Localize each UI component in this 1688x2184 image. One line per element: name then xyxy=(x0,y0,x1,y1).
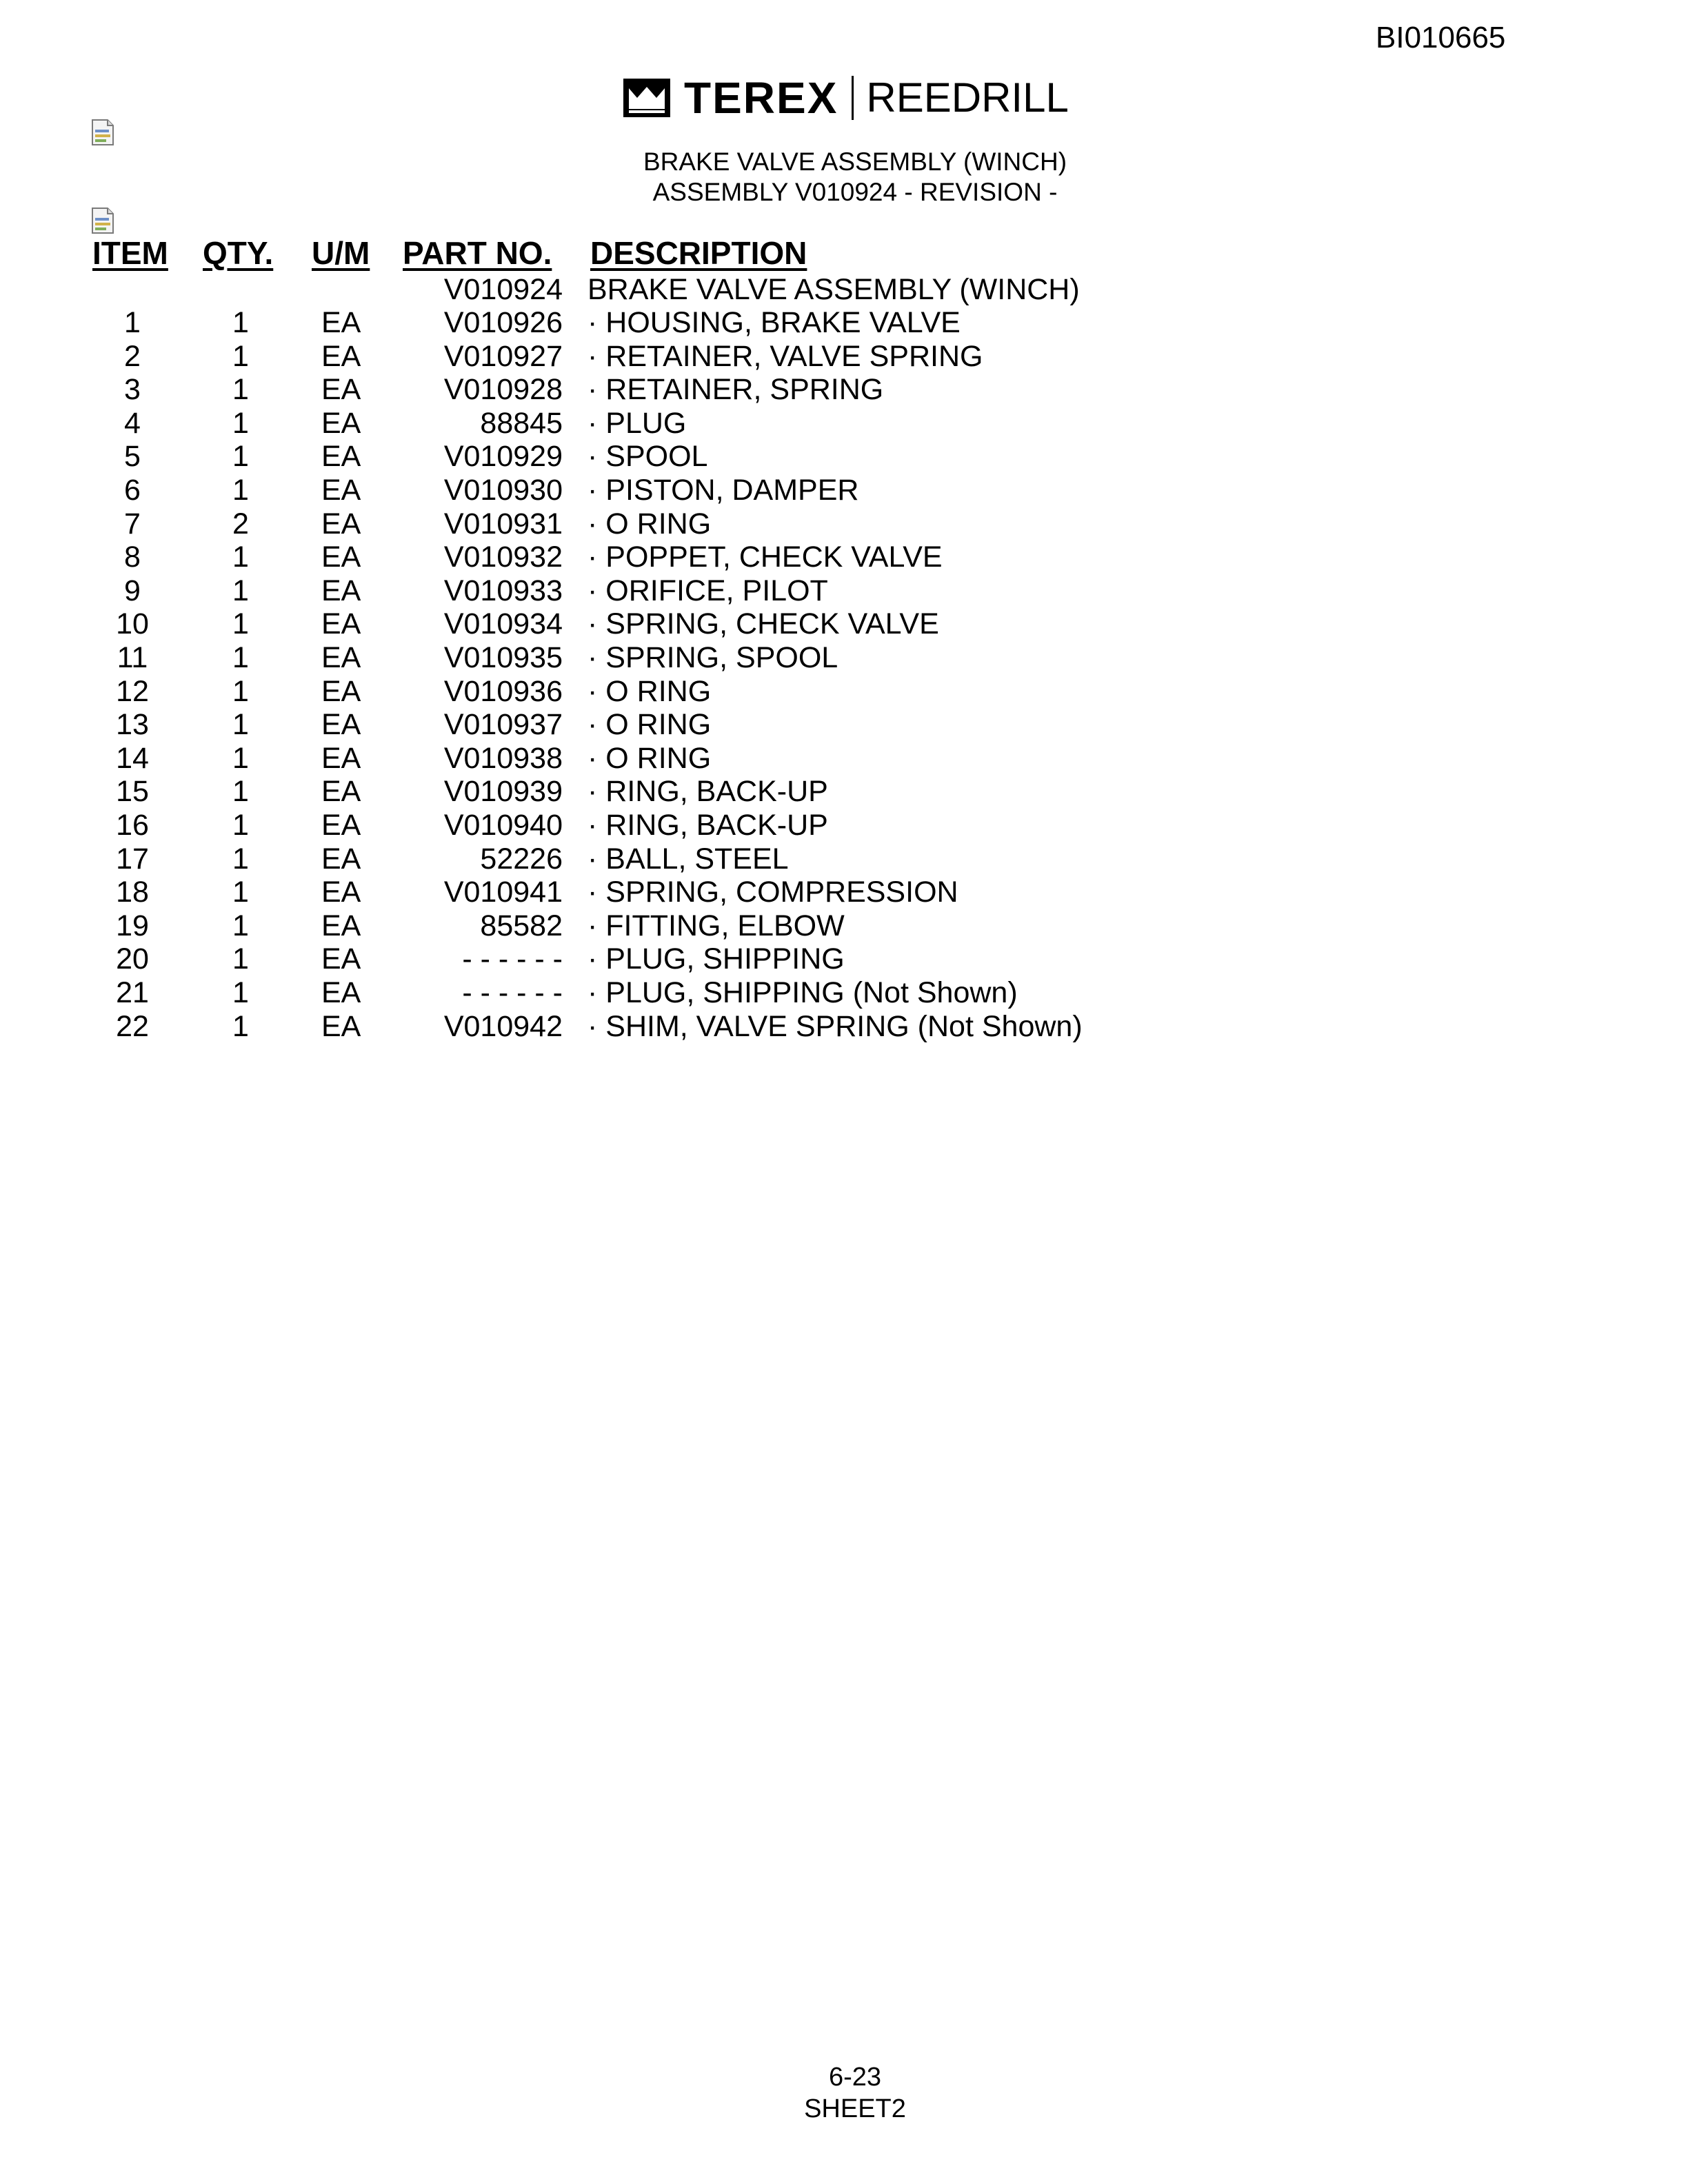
document-note-icon[interactable] xyxy=(91,207,114,234)
part-number: V010933 xyxy=(443,574,563,607)
description: · RING, BACK-UP xyxy=(587,775,828,809)
quantity: 1 xyxy=(232,708,249,742)
part-number: V010941 xyxy=(443,876,563,909)
description: · PLUG, SHIPPING (Not Shown) xyxy=(587,976,1018,1009)
item-number: 22 xyxy=(116,1009,149,1043)
description: · O RING xyxy=(587,674,712,708)
unit-of-measure: EA xyxy=(321,876,361,909)
part-number: V010938 xyxy=(443,741,563,775)
table-row xyxy=(0,540,1688,574)
terex-crown-icon xyxy=(622,77,672,119)
item-number: 3 xyxy=(124,373,141,407)
table-row xyxy=(0,775,1688,808)
document-title: BRAKE VALVE ASSEMBLY (WINCH) xyxy=(643,148,1067,176)
unit-of-measure: EA xyxy=(321,641,361,674)
table-row xyxy=(0,407,1688,440)
table-row xyxy=(0,942,1688,975)
description: · PISTON, DAMPER xyxy=(587,474,859,507)
description: · ORIFICE, PILOT xyxy=(587,574,828,607)
table-row xyxy=(0,373,1688,406)
part-number: 88845 xyxy=(480,406,563,440)
page-number: 6-23 xyxy=(828,2063,882,2092)
quantity: 1 xyxy=(232,540,249,574)
quantity: 1 xyxy=(232,306,249,339)
table-row xyxy=(0,340,1688,373)
part-number: V010930 xyxy=(443,474,563,507)
description: · SPOOL xyxy=(587,440,708,474)
item-number: 21 xyxy=(116,976,149,1009)
column-header-qty: QTY. xyxy=(203,235,274,271)
item-number: 8 xyxy=(124,540,141,574)
description: BRAKE VALVE ASSEMBLY (WINCH) xyxy=(587,273,1080,306)
description: · SHIM, VALVE SPRING (Not Shown) xyxy=(587,1009,1083,1043)
quantity: 1 xyxy=(232,406,249,440)
column-header-um: U/M xyxy=(312,235,370,271)
table-row xyxy=(0,306,1688,339)
quantity: 1 xyxy=(232,339,249,373)
item-number: 4 xyxy=(124,406,141,440)
item-number: 1 xyxy=(124,306,141,339)
part-number: V010929 xyxy=(443,440,563,474)
quantity: 1 xyxy=(232,842,249,876)
table-row xyxy=(0,742,1688,775)
brand-terex: TEREX xyxy=(684,73,838,123)
unit-of-measure: EA xyxy=(321,708,361,742)
unit-of-measure: EA xyxy=(321,1009,361,1043)
part-number: 85582 xyxy=(480,909,563,942)
quantity: 1 xyxy=(232,607,249,641)
table-row xyxy=(0,1010,1688,1043)
item-number: 5 xyxy=(124,440,141,474)
unit-of-measure: EA xyxy=(321,339,361,373)
document-note-icon[interactable] xyxy=(91,119,114,146)
description: · SPRING, CHECK VALVE xyxy=(587,607,939,641)
unit-of-measure: EA xyxy=(321,474,361,507)
description: · PLUG xyxy=(587,406,687,440)
table-row xyxy=(0,507,1688,540)
brand-reedrill: REEDRILL xyxy=(866,74,1069,121)
brand-logo xyxy=(622,74,1069,121)
quantity: 1 xyxy=(232,809,249,842)
item-number: 19 xyxy=(116,909,149,942)
sheet-label: SHEET2 xyxy=(804,2094,906,2123)
quantity: 1 xyxy=(232,942,249,976)
unit-of-measure: EA xyxy=(321,942,361,976)
description: · POPPET, CHECK VALVE xyxy=(587,540,943,574)
quantity: 1 xyxy=(232,775,249,809)
assembly-row xyxy=(0,273,1688,306)
part-number: V010937 xyxy=(443,708,563,742)
column-header-description: DESCRIPTION xyxy=(590,235,807,271)
unit-of-measure: EA xyxy=(321,976,361,1009)
part-number: V010934 xyxy=(443,607,563,641)
quantity: 2 xyxy=(232,507,249,540)
unit-of-measure: EA xyxy=(321,607,361,641)
table-row xyxy=(0,708,1688,741)
quantity: 1 xyxy=(232,876,249,909)
unit-of-measure: EA xyxy=(321,741,361,775)
item-number: 10 xyxy=(116,607,149,641)
table-row xyxy=(0,842,1688,876)
unit-of-measure: EA xyxy=(321,674,361,708)
description: · O RING xyxy=(587,741,712,775)
part-number: V010935 xyxy=(443,641,563,674)
unit-of-measure: EA xyxy=(321,540,361,574)
item-number: 2 xyxy=(124,339,141,373)
table-row xyxy=(0,976,1688,1009)
quantity: 1 xyxy=(232,1009,249,1043)
description: · O RING xyxy=(587,507,712,540)
quantity: 1 xyxy=(232,440,249,474)
unit-of-measure: EA xyxy=(321,406,361,440)
part-number: V010928 xyxy=(443,373,563,407)
part-number: V010936 xyxy=(443,674,563,708)
quantity: 1 xyxy=(232,976,249,1009)
table-row xyxy=(0,474,1688,507)
unit-of-measure: EA xyxy=(321,440,361,474)
description: · RETAINER, SPRING xyxy=(587,373,884,407)
table-row xyxy=(0,675,1688,708)
part-number: V010932 xyxy=(443,540,563,574)
table-row xyxy=(0,607,1688,640)
unit-of-measure: EA xyxy=(321,775,361,809)
part-number: V010939 xyxy=(443,775,563,809)
part-number: V010942 xyxy=(443,1009,563,1043)
part-number: V010924 xyxy=(443,273,563,306)
part-number: V010926 xyxy=(443,306,563,339)
unit-of-measure: EA xyxy=(321,842,361,876)
item-number: 20 xyxy=(116,942,149,976)
document-number: BI010665 xyxy=(1376,21,1506,54)
part-number: V010927 xyxy=(443,339,563,373)
item-number: 13 xyxy=(116,708,149,742)
description: · PLUG, SHIPPING xyxy=(587,942,845,976)
quantity: 1 xyxy=(232,641,249,674)
brand-separator xyxy=(852,76,854,120)
column-header-part-no: PART NO. xyxy=(403,235,552,271)
item-number: 16 xyxy=(116,809,149,842)
quantity: 1 xyxy=(232,574,249,607)
item-number: 11 xyxy=(117,641,148,674)
table-row xyxy=(0,440,1688,473)
description: · SPRING, COMPRESSION xyxy=(587,876,958,909)
quantity: 1 xyxy=(232,474,249,507)
item-number: 15 xyxy=(116,775,149,809)
unit-of-measure: EA xyxy=(321,809,361,842)
item-number: 6 xyxy=(124,474,141,507)
table-row xyxy=(0,809,1688,842)
quantity: 1 xyxy=(232,909,249,942)
table-row xyxy=(0,574,1688,607)
part-number: - - - - - - xyxy=(462,976,563,1009)
item-number: 9 xyxy=(124,574,141,607)
quantity: 1 xyxy=(232,373,249,407)
unit-of-measure: EA xyxy=(321,306,361,339)
description: · RETAINER, VALVE SPRING xyxy=(587,339,983,373)
document-subtitle: ASSEMBLY V010924 - REVISION - xyxy=(652,178,1058,206)
item-number: 12 xyxy=(116,674,149,708)
description: · HOUSING, BRAKE VALVE xyxy=(587,306,961,339)
unit-of-measure: EA xyxy=(321,373,361,407)
quantity: 1 xyxy=(232,674,249,708)
part-number: V010931 xyxy=(443,507,563,540)
column-header-item: ITEM xyxy=(92,235,168,271)
unit-of-measure: EA xyxy=(321,574,361,607)
item-number: 14 xyxy=(116,741,149,775)
table-row xyxy=(0,909,1688,942)
table-row xyxy=(0,641,1688,674)
part-number: 52226 xyxy=(480,842,563,876)
table-row xyxy=(0,876,1688,909)
description: · RING, BACK-UP xyxy=(587,809,828,842)
item-number: 18 xyxy=(116,876,149,909)
item-number: 17 xyxy=(116,842,149,876)
description: · BALL, STEEL xyxy=(587,842,789,876)
unit-of-measure: EA xyxy=(321,909,361,942)
unit-of-measure: EA xyxy=(321,507,361,540)
part-number: V010940 xyxy=(443,809,563,842)
description: · FITTING, ELBOW xyxy=(587,909,845,942)
part-number: - - - - - - xyxy=(462,942,563,976)
description: · O RING xyxy=(587,708,712,742)
description: · SPRING, SPOOL xyxy=(587,641,838,674)
quantity: 1 xyxy=(232,741,249,775)
item-number: 7 xyxy=(124,507,141,540)
